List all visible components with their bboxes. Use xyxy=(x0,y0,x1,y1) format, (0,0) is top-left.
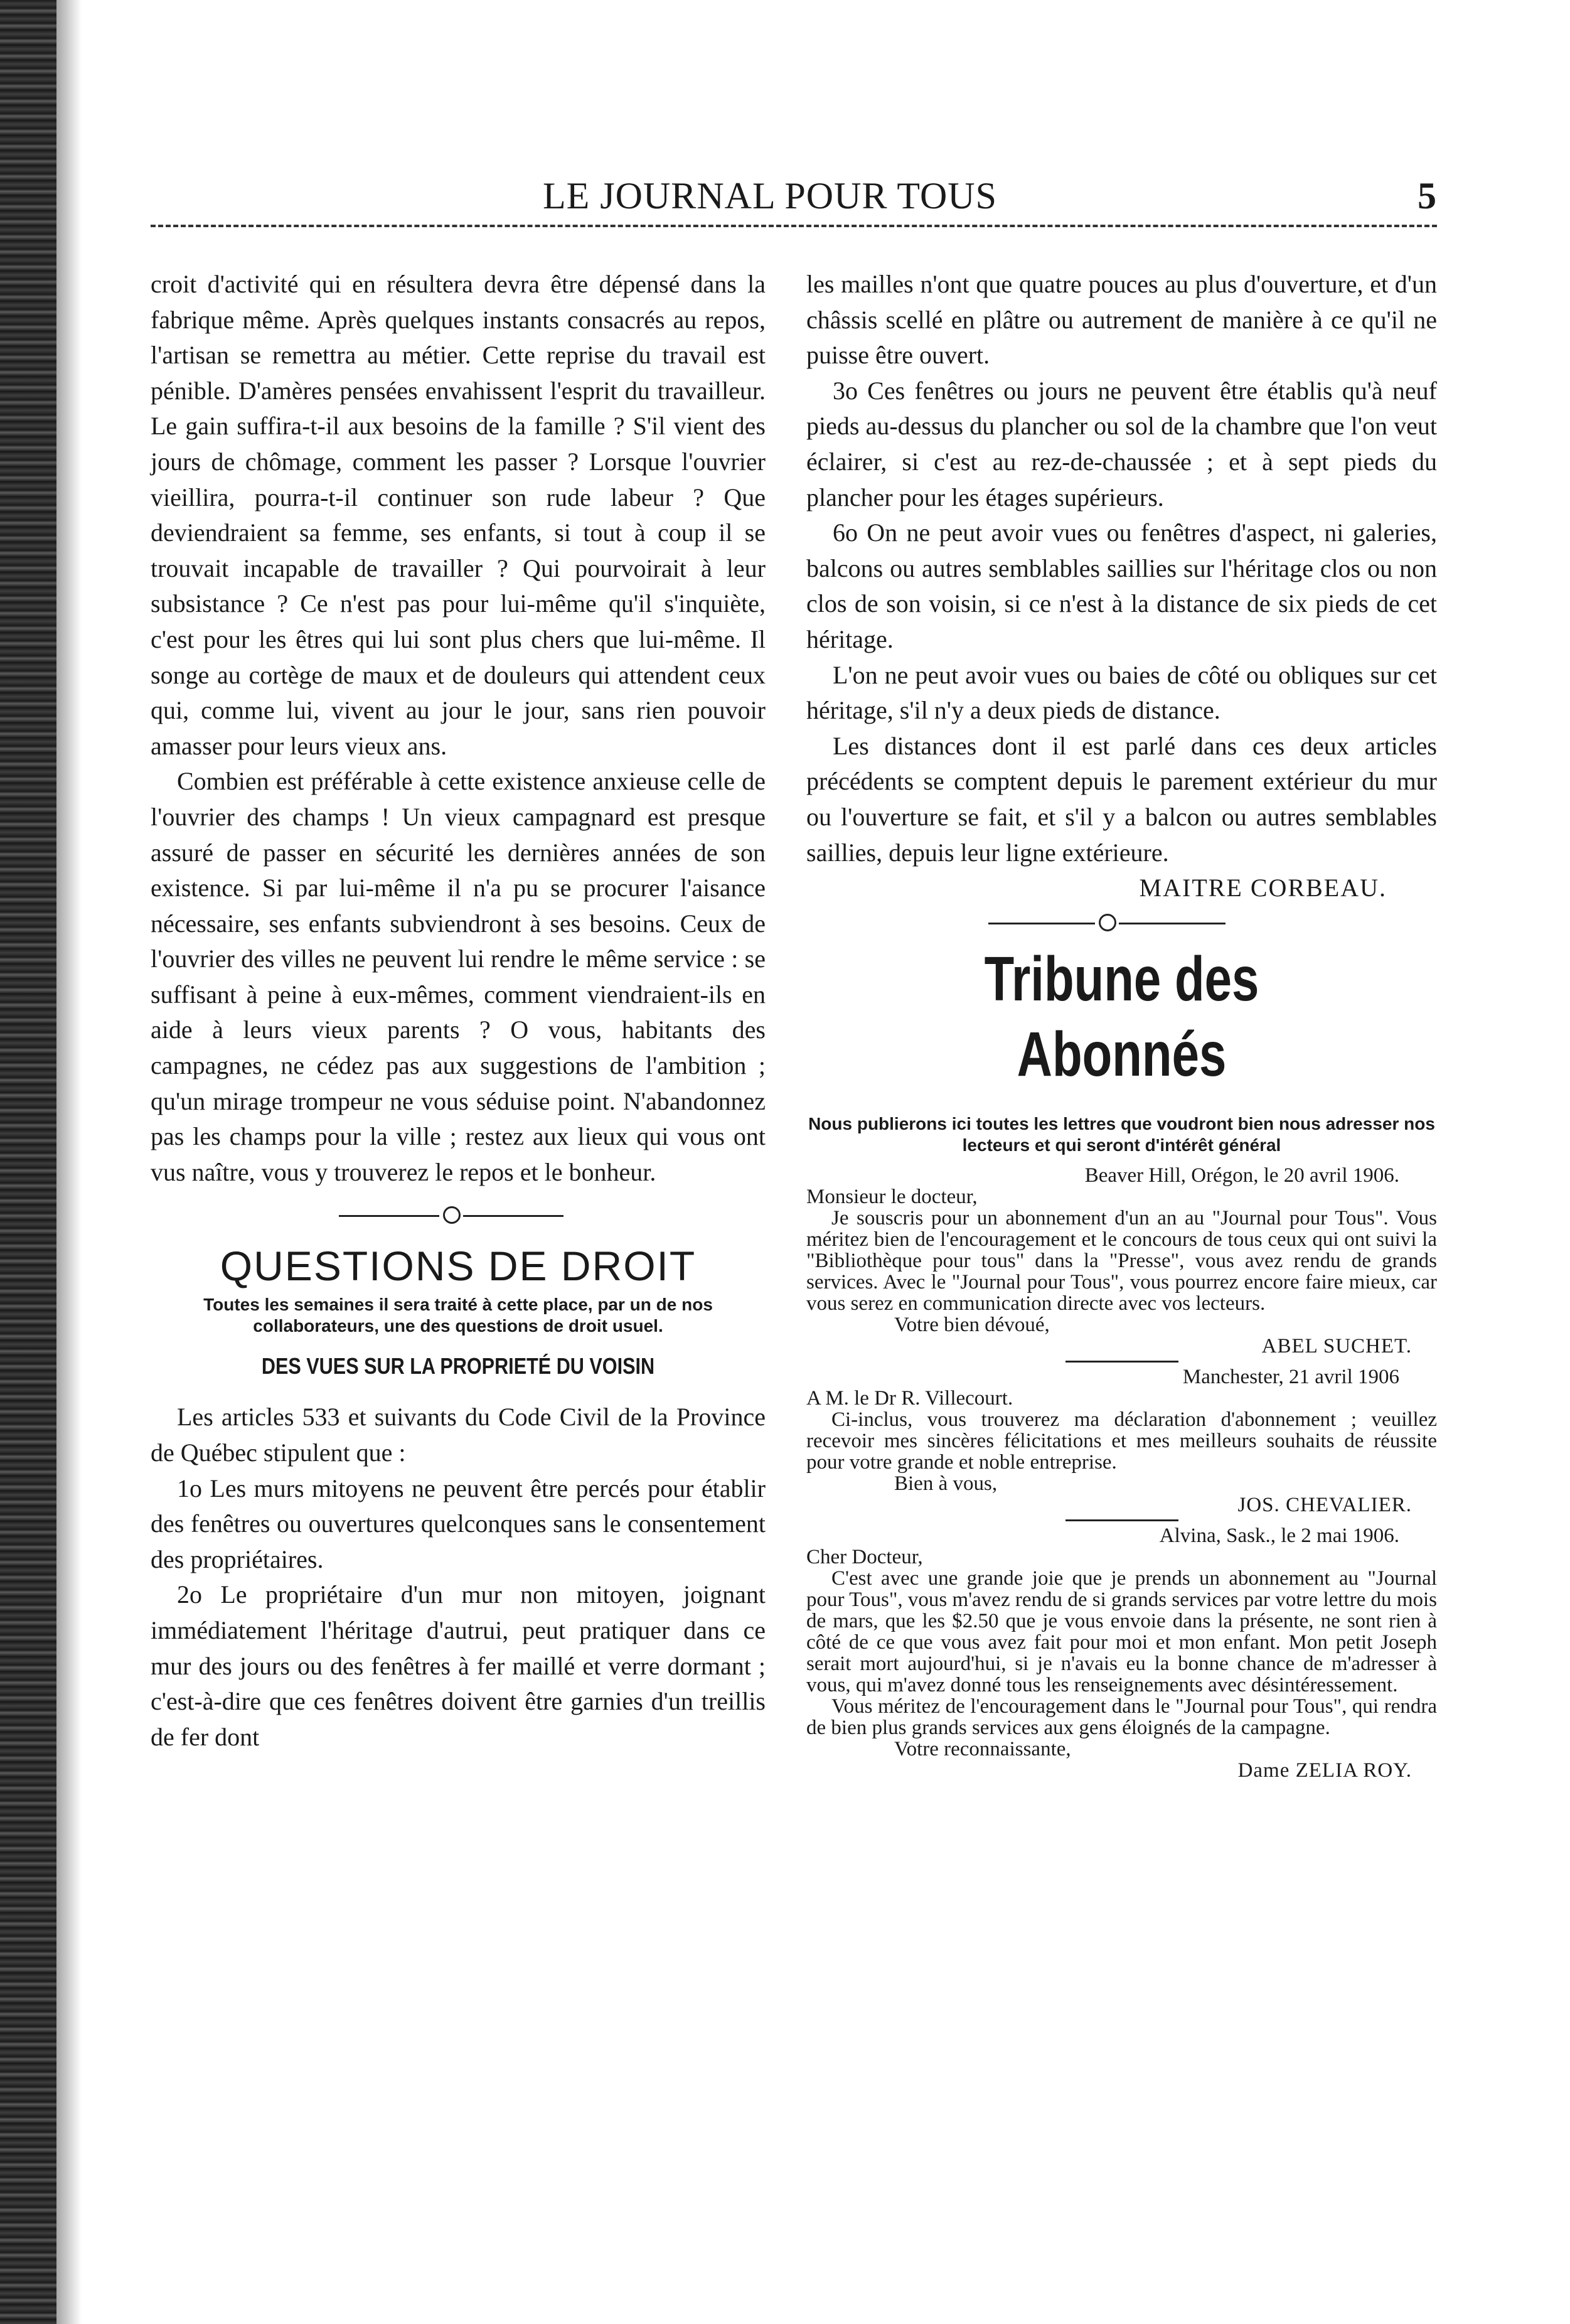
letter-closing: Bien à vous, xyxy=(894,1472,998,1495)
letter-closing: Votre bien dévoué, xyxy=(894,1313,1050,1336)
section-intro: Nous publierons ici toutes les lettres que voudront bien nous adresser nos lecteurs et qui seront d'intérêt général xyxy=(808,1113,1435,1155)
letter-divider xyxy=(1065,1519,1178,1521)
paragraph: Les articles 533 et suivants du Code Civil de la Province de Québec stipulent que : xyxy=(151,1403,766,1467)
paragraph: Combien est préférable à cette existence anxieuse celle de l'ouvrier des champs ! Un vieux campagnard est presque assuré de passer en sécurité les dernières années de son existence. Si par lui-même il n'a pu se procurer l'aisance nécessaire, ses enfants subviendront à ses besoins. Ceux de l'ouvrier des villes ne peuvent lui rendre le même service : se suffisant à peine à eux-mêmes, comment viendraient-ils en aide à leurs vieux parents ? O vous, habitants des campagnes, ne cédez pas aux suggestions de l'ambition ; qu'un mirage trompeur ne vous séduise point. N'abandonnez pas les champs pour la ville ; restez aux lieux qui vous ont vus naître, vous y trouverez le repos et le bonheur. xyxy=(151,767,766,1186)
letter-body: Vous méritez de l'encouragement dans le "Journal pour Tous", qui rendra de bien plus grands services aux gens éloignés de la campagne. xyxy=(806,1695,1437,1739)
reader-letters xyxy=(806,1165,1437,1781)
paragraph: Les distances dont il est parlé dans ces deux articles précédents se comptent depuis le parement extérieur du mur ou l'ouverture se fait, et s'il y a balcon ou autres semblables saillies, depuis leur ligne extérieure. xyxy=(806,731,1437,867)
section-ornament xyxy=(806,906,1437,941)
letter-salutation: Monsieur le docteur, xyxy=(806,1185,978,1208)
page-number: 5 xyxy=(1418,175,1437,217)
letter-body: C'est avec une grande joie que je prends un abonnement au "Journal pour Tous", vous m'avez rendu de si grands services par votre lettre du mois de mars, que les $2.50 que je vous envoie dans la présente, ne sont rien à côté de ce que vous avez fait pour moi et mon enfant. Mon petit Joseph serait mort aujourd'hui, si je n'avais eu la bonne chance de m'adresser à vous, qui m'avez donné tous les renseignements avec désintéressement. xyxy=(806,1566,1437,1696)
page-header xyxy=(151,174,1437,218)
article-subhead: DES VUES SUR LA PROPRIETÉ DU VOISIN xyxy=(261,1353,655,1379)
header-rule xyxy=(151,225,1437,227)
section-title: QUESTIONS DE DROIT xyxy=(220,1243,697,1290)
letter-signature: ABEL SUCHET. xyxy=(1261,1334,1412,1357)
journal-title: LE JOURNAL POUR TOUS xyxy=(543,175,997,217)
right-column xyxy=(806,267,1437,1781)
book-spine-edge xyxy=(0,0,56,2324)
author-signature: MAITRE CORBEAU. xyxy=(1139,874,1387,902)
letter-closing: Votre reconnaissante, xyxy=(894,1737,1071,1760)
paragraph: 6o On ne peut avoir vues ou fenêtres d'aspect, ni galeries, balcons ou autres semblables saillies sur l'héritage clos ou non clos de son voisin, si ce n'est à la distance de six pieds de cet héritage. xyxy=(806,518,1437,653)
section-ornament xyxy=(151,1199,766,1234)
paragraph: les mailles n'ont que quatre pouces au plus d'ouverture, et d'un châssis scellé en plâtre ou autrement de manière à ce qu'il ne puisse être ouvert. xyxy=(806,270,1437,370)
letter-salutation: A M. le Dr R. Villecourt. xyxy=(806,1386,1013,1410)
paragraph: L'on ne peut avoir vues ou baies de côté ou obliques sur cet héritage, s'il n'y a deux pieds de distance. xyxy=(806,660,1437,725)
letter-body: Je souscris pour un abonnement d'un an au "Journal pour Tous". Vous méritez bien de l'encouragement et le concours de tous ceux qui ont suivi la "Bibliothèque pour tous" dans la "Presse", vous avez rendu de grands services. Avec le "Journal pour Tous", vous pourrez encore faire mieux, car vous serez en communication directe avec vos lecteurs. xyxy=(806,1206,1437,1315)
paragraph: 1o Les murs mitoyens ne peuvent être percés pour établir des fenêtres ou ouvertures quelconques sans le consentement des propriétaires. xyxy=(151,1474,766,1573)
paragraph: croit d'activité qui en résultera devra être dépensé dans la fabrique même. Après quelques instants consacrés au repos, l'artisan se remettra au métier. Cette reprise du travail est pénible. D'amères pensées envahissent l'esprit du travailleur. Le gain suffira-t-il aux besoins de la famille ? S'il vient des jours de chômage, comment les passer ? Lorsque l'ouvrier vieillira, pourra-t-il continuer son rude labeur ? Que deviendraient sa femme, ses enfants, si tout à coup il se trouvait incapable de travailler ? Qui pourvoirait à leur subsistance ? Ce n'est pas pour lui-même qu'il s'inquiète, c'est pour les êtres qui lui sont plus chers que lui-même. Il songe au cortège de maux et de douleurs qui attendent ceux qui, comme lui, vivent au jour le jour, sans rien pouvoir amasser pour leurs vieux ans. xyxy=(151,270,766,760)
letter-dateline: Beaver Hill, Orégon, le 20 avril 1906. xyxy=(1084,1164,1399,1187)
letter-dateline: Manchester, 21 avril 1906 xyxy=(1182,1365,1399,1388)
letter-divider xyxy=(1065,1361,1178,1363)
letter-salutation: Cher Docteur, xyxy=(806,1545,923,1568)
paragraph: 2o Le propriétaire d'un mur non mitoyen, joignant immédiatement l'héritage d'autrui, peut pratiquer dans ce mur des jours ou des fenêtres à fer maillé et verre dormant ; c'est-à-dire que ces fenêtres doivent être garnies d'un treillis de fer dont xyxy=(151,1580,766,1751)
tribune-title: Tribune des Abonnés xyxy=(984,943,1259,1090)
left-column xyxy=(151,267,766,1755)
paragraph: 3o Ces fenêtres ou jours ne peuvent être établis qu'à neuf pieds au-dessus du plancher ou sol de la chambre que l'on veut éclairer, si c'est au rez-de-chaussée ; et à sept pieds du plancher pour les étages supérieurs. xyxy=(806,376,1437,511)
section-intro: Toutes les semaines il sera traité à cette place, par un de nos collaborateurs, une des questions de droit usuel. xyxy=(203,1295,713,1336)
letter-dateline: Alvina, Sask., le 2 mai 1906. xyxy=(1159,1524,1399,1547)
spine-shadow xyxy=(56,0,82,2324)
letter-signature: JOS. CHEVALIER. xyxy=(1237,1493,1412,1516)
letter-body: Ci-inclus, vous trouverez ma déclaration d'abonnement ; veuillez recevoir mes sincères félicitations et mes meilleurs souhaits de réussite pour votre grande et noble entreprise. xyxy=(806,1408,1437,1474)
letter-signature: Dame ZELIA ROY. xyxy=(1237,1759,1412,1782)
